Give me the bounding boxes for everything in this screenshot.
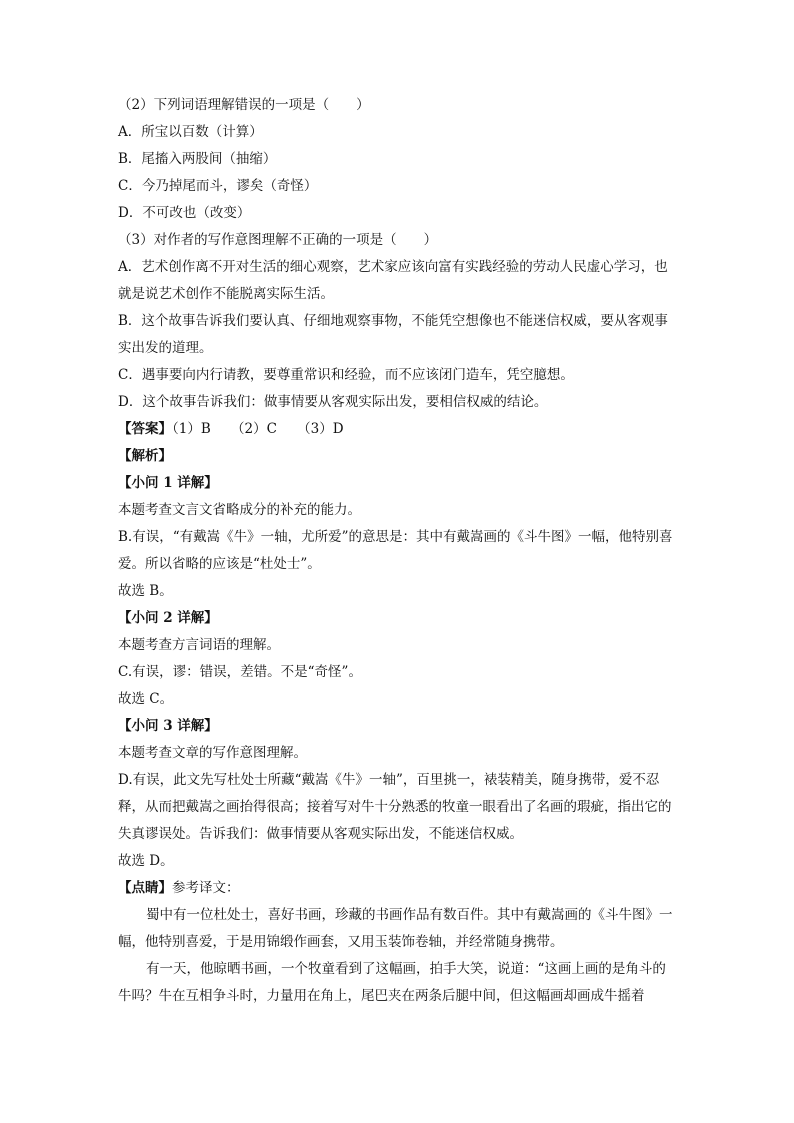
q3-option-b: B．这个故事告诉我们要认真、仔细地观察事物，不能凭空想像也不能迷信权威，要从客观事实出发的道理。	[118, 313, 668, 356]
sub3-line: 本题考查文章的写作意图理解。	[118, 745, 307, 761]
sub3-line: 故选 D。	[118, 853, 174, 869]
sub2-line: 故选 C。	[118, 691, 174, 707]
sub1-line: B.有误，“有戴嵩《牛》一轴，尤所爱”的意思是：其中有戴嵩画的《斗牛图》一幅，他特别喜爱。所以省略的应该是“杜处士”。	[118, 529, 673, 572]
sub1-line: 本题考查文言文省略成分的补充的能力。	[118, 502, 361, 518]
sub2-line: 本题考查方言词语的理解。	[118, 637, 280, 653]
q2-option-b: B．尾搐入两股间（抽缩）	[118, 151, 277, 167]
sub2-line: C.有误，谬：错误，差错。不是“奇怪”。	[118, 664, 362, 680]
translation-paragraph: 有一天，他晾晒书画，一个牧童看到了这幅画，拍手大笑，说道：“这画上画的是角斗的牛吗？牛在互相争斗时，力量用在角上，尾巴夹在两条后腿中间，但这幅画却画成牛摇着	[118, 961, 666, 1004]
q3-option-c: C．遇事要向内行请教，要尊重常识和经验，而不应该闭门造车，凭空臆想。	[118, 367, 574, 383]
question-2-stem: （2）下列词语理解错误的一项是（ ）	[118, 97, 370, 113]
answer-line	[118, 416, 678, 443]
note-label: 【点睛】	[118, 880, 172, 896]
sub1-line: 故选 B。	[118, 583, 173, 599]
q3-option-d: D．这个故事告诉我们：做事情要从客观实际出发，要相信权威的结论。	[118, 394, 548, 410]
answer-text: （1）B （2）C （3）D	[172, 421, 344, 437]
question-3-stem: （3）对作者的写作意图理解不正确的一项是（ ）	[118, 232, 438, 248]
analysis-label: 【解析】	[118, 448, 172, 464]
note-title: 参考译文：	[172, 880, 240, 896]
document-page	[118, 92, 678, 1010]
sub3-line: D.有误，此文先写杜处士所藏“戴嵩《牛》一轴”，百里挑一，裱装精美，随身携带，爱不忍释，从而把戴嵩之画抬得很高；接着写对牛十分熟悉的牧童一眼看出了名画的瑕疵，指出它的失真谬误处。告诉我们：做事情要从客观实际出发，不能迷信权威。	[118, 772, 672, 842]
q2-option-a: A．所宝以百数（计算）	[118, 124, 263, 140]
sub1-label: 【小问 1 详解】	[118, 475, 218, 491]
answer-label: 【答案】	[118, 421, 172, 437]
q2-option-c: C．今乃掉尾而斗，谬矣（奇怪）	[118, 178, 318, 194]
note-line	[118, 875, 678, 902]
q3-option-a: A．艺术创作离不开对生活的细心观察，艺术家应该向富有实践经验的劳动人民虚心学习，也就是说艺术创作不能脱离实际生活。	[118, 259, 668, 302]
translation-paragraph: 蜀中有一位杜处士，喜好书画，珍藏的书画作品有数百件。其中有戴嵩画的《斗牛图》一幅，他特别喜爱，于是用锦缎作画套，又用玉装饰卷轴，并经常随身携带。	[118, 907, 673, 950]
sub2-label: 【小问 2 详解】	[118, 610, 218, 626]
q2-option-d: D．不可改也（改变）	[118, 205, 251, 221]
sub3-label: 【小问 3 详解】	[118, 718, 218, 734]
